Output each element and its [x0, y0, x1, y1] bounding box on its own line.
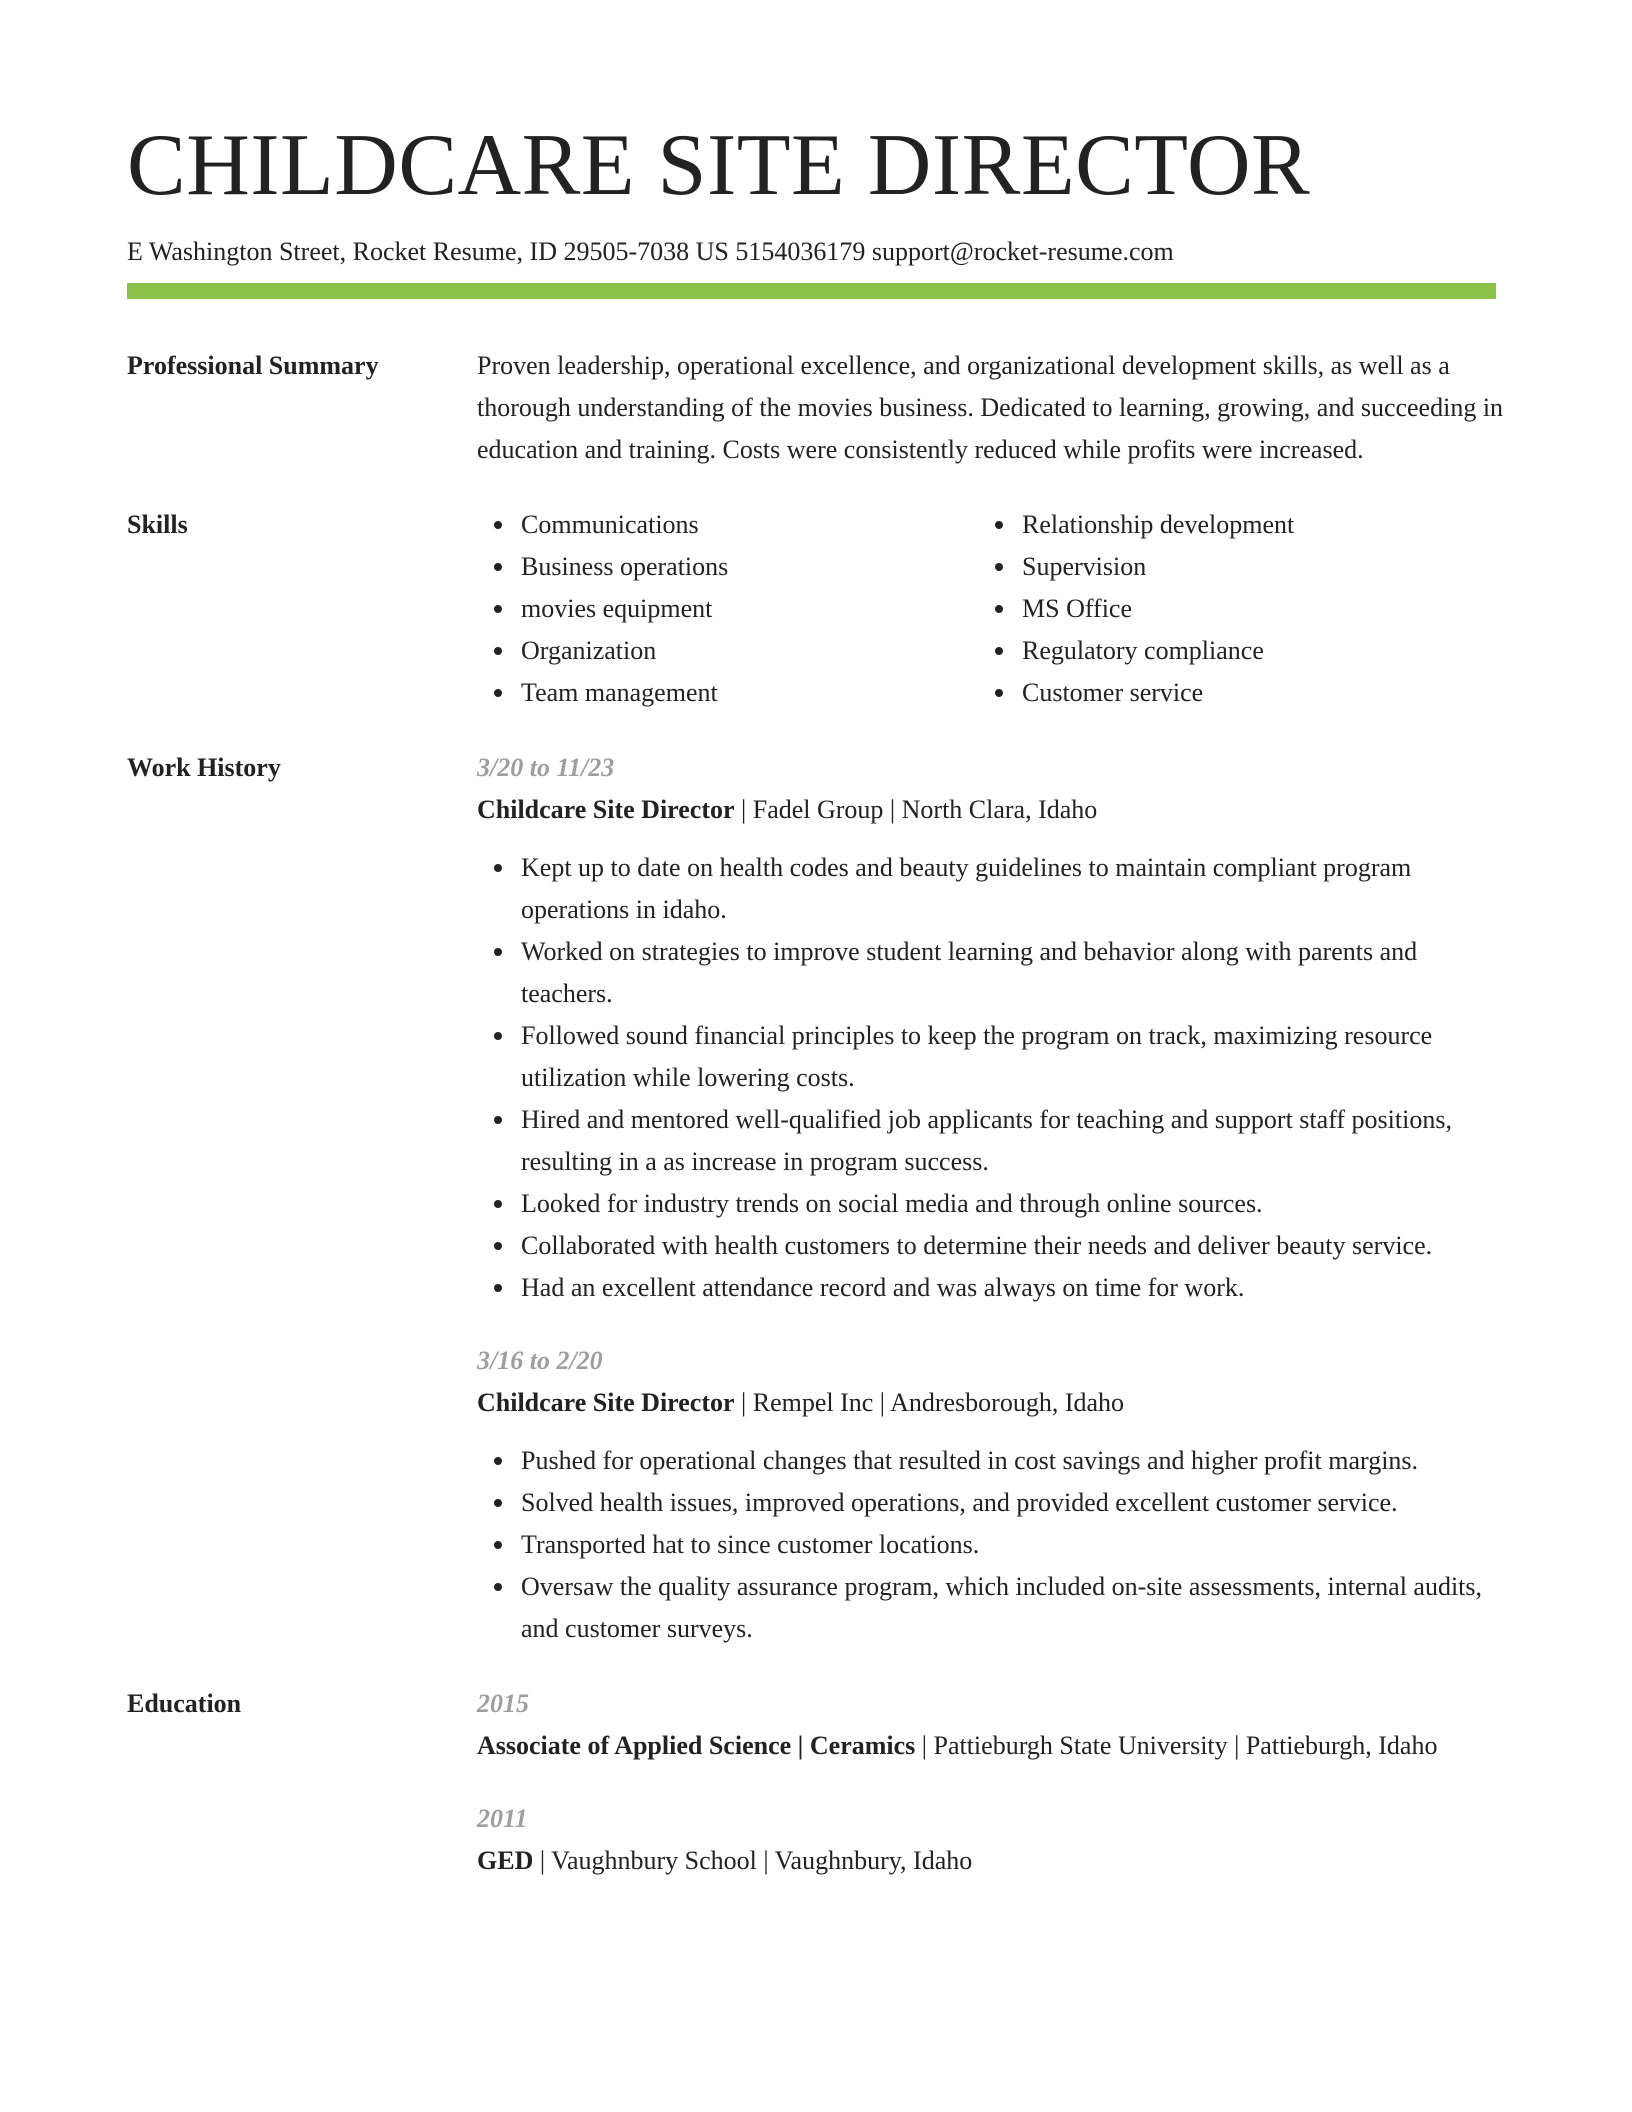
education-entry: [477, 1683, 1506, 1767]
education-year: 2011: [477, 1804, 528, 1833]
skill-item: Communications: [521, 504, 978, 546]
job-title-line: [477, 1382, 1506, 1424]
candidate-name: CHILDCARE SITE DIRECTOR: [127, 117, 1311, 214]
skill-item: Organization: [521, 630, 978, 672]
skill-item: Relationship development: [1022, 504, 1479, 546]
job-entry: [477, 747, 1506, 1309]
job-entry: [477, 1340, 1506, 1650]
job-role: Childcare Site Director: [477, 1388, 735, 1417]
education-line: [477, 1725, 1506, 1767]
job-details: | Fadel Group | North Clara, Idaho: [734, 795, 1098, 824]
summary-text: Proven leadership, operational excellence, and organizational development skills, as well as a thorough understanding of the movies business. Dedicated to learning, growing, and succeeding in education and training. Costs were consistently reduced while profits were increased.: [477, 351, 1504, 464]
skill-item: Regulatory compliance: [1022, 630, 1479, 672]
skills-column-left: [477, 504, 978, 714]
education-details: | Vaughnbury School | Vaughnbury, Idaho: [533, 1846, 973, 1875]
job-dates: 3/20 to 11/23: [477, 753, 615, 782]
skills-column-right: [978, 504, 1479, 714]
job-bullet: Transported hat to since customer locations.: [521, 1524, 1506, 1566]
job-title-line: [477, 789, 1506, 831]
skill-item: MS Office: [1022, 588, 1479, 630]
job-bullet: Hired and mentored well-qualified job applicants for teaching and support staff positions, resulting in a as increase in program success.: [521, 1099, 1506, 1183]
job-bullets: [477, 1440, 1506, 1650]
job-bullet: Oversaw the quality assurance program, which included on-site assessments, internal audits, and customer surveys.: [521, 1566, 1506, 1650]
accent-divider: [127, 283, 1496, 299]
education-degree: Associate of Applied Science | Ceramics: [477, 1731, 916, 1760]
education-body: [477, 1683, 1506, 1882]
work-history-section: [127, 747, 1506, 1650]
job-bullet: Worked on strategies to improve student learning and behavior along with parents and teachers.: [521, 931, 1506, 1015]
job-dates: 3/16 to 2/20: [477, 1346, 603, 1375]
contact-info: E Washington Street, Rocket Resume, ID 29505-7038 US 5154036179 support@rocket-resume.com: [127, 237, 1174, 266]
job-bullet: Followed sound financial principles to keep the program on track, maximizing resource utilization while lowering costs.: [521, 1015, 1506, 1099]
job-bullet: Kept up to date on health codes and beauty guidelines to maintain compliant program operations in idaho.: [521, 847, 1506, 931]
job-bullet: Collaborated with health customers to determine their needs and deliver beauty service.: [521, 1225, 1506, 1267]
job-bullet: Solved health issues, improved operations, and provided excellent customer service.: [521, 1482, 1506, 1524]
section-title-education: Education: [127, 1689, 242, 1718]
skill-item: Customer service: [1022, 672, 1479, 714]
skills-columns: [477, 504, 1506, 714]
job-bullet: Looked for industry trends on social media and through online sources.: [521, 1183, 1506, 1225]
job-bullet: Had an excellent attendance record and was always on time for work.: [521, 1267, 1506, 1309]
skill-item: Supervision: [1022, 546, 1479, 588]
skill-item: Team management: [521, 672, 978, 714]
summary-section: [127, 345, 1506, 471]
section-title-work-history: Work History: [127, 753, 281, 782]
spacer: [477, 1309, 1506, 1340]
section-title-summary: Professional Summary: [127, 351, 379, 380]
education-section: [127, 1683, 1506, 1882]
work-history-body: [477, 747, 1506, 1650]
section-title-skills: Skills: [127, 510, 188, 539]
education-details: | Pattieburgh State University | Pattieburgh, Idaho: [915, 1731, 1438, 1760]
job-bullets: [477, 847, 1506, 1309]
education-degree: GED: [477, 1846, 534, 1875]
skill-item: movies equipment: [521, 588, 978, 630]
job-role: Childcare Site Director: [477, 795, 735, 824]
spacer: [477, 1767, 1506, 1798]
education-entry: [477, 1798, 1506, 1882]
education-line: [477, 1840, 1506, 1882]
education-year: 2015: [477, 1689, 529, 1718]
job-bullet: Pushed for operational changes that resulted in cost savings and higher profit margins.: [521, 1440, 1506, 1482]
skill-item: Business operations: [521, 546, 978, 588]
job-details: | Rempel Inc | Andresborough, Idaho: [734, 1388, 1125, 1417]
skills-section: [127, 504, 1506, 714]
